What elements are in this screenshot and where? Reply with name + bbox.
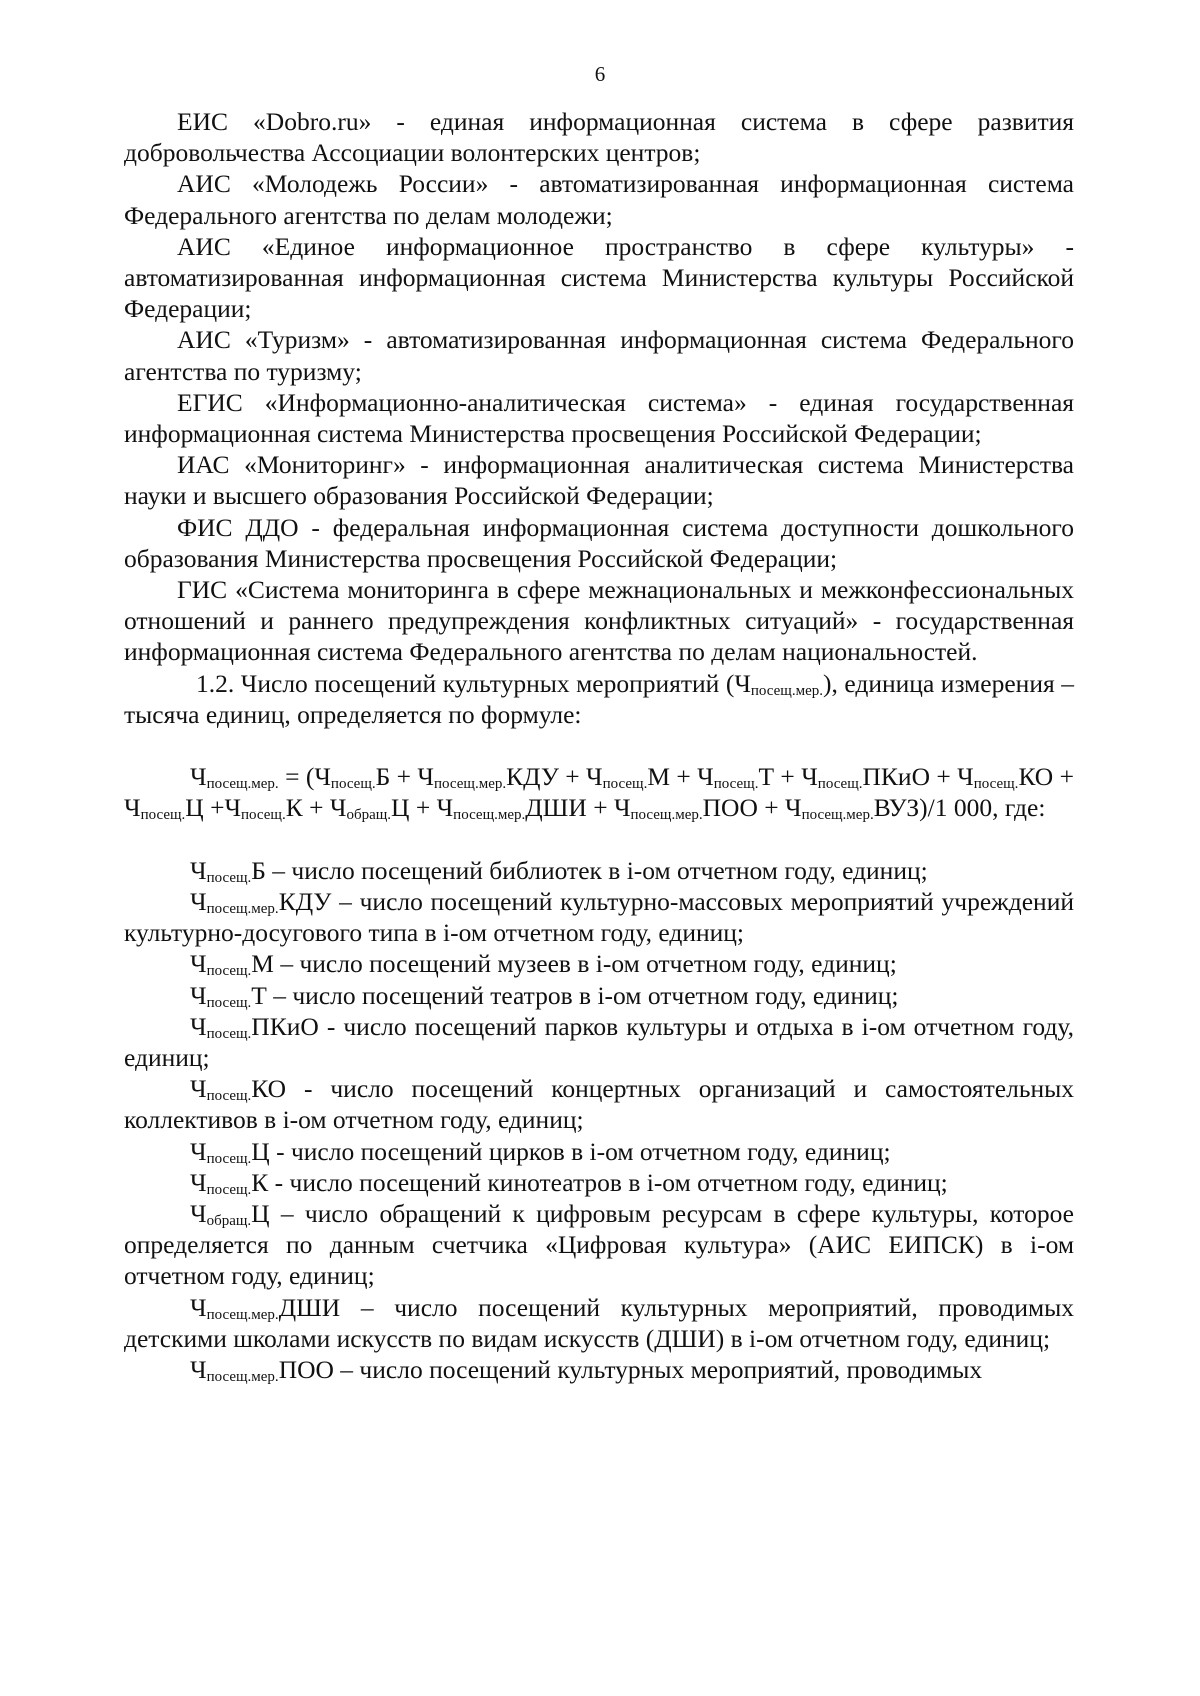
definition-subscript: посещ. — [206, 994, 252, 1011]
formula-subscript: обращ. — [346, 807, 392, 824]
formula-subscript: посещ. — [330, 776, 376, 793]
formula-subscript: посещ.мер. — [801, 807, 874, 824]
definition-text: КО - число посещений концертных организаций и самостоятельных коллективов в i-ом отчетном году, единиц; — [124, 1074, 1074, 1135]
abbr-gis-monitoring: ГИС «Система мониторинга в сфере межнациональных и межконфессиональных отношений и раннего предупреждения конфликтных ситуаций» - государственная информационная система Федерального агентства по делам национальностей. — [124, 575, 1074, 667]
definition-subscript: посещ. — [206, 1088, 252, 1105]
formula-subscript: посещ.мер. — [453, 807, 526, 824]
definition-text: Б – число посещений библиотек в i-ом отчетном году, единиц; — [251, 855, 928, 885]
formula-term: КО + Ч — [124, 762, 1074, 823]
definition-item — [124, 1167, 1074, 1198]
definition-symbol: Ч — [190, 1167, 207, 1197]
definition-item — [124, 948, 1074, 979]
definition-symbol: Ч — [190, 949, 207, 979]
formula-subscript: посещ. — [817, 776, 863, 793]
formula-term: Ч — [190, 762, 207, 792]
formula-term: Т + Ч — [758, 762, 818, 792]
spacer — [124, 824, 1074, 855]
definition-item — [124, 1292, 1074, 1354]
formula-subscript: посещ. — [241, 807, 286, 824]
formula-subscript: посещ. — [140, 807, 186, 824]
definition-text: КДУ – число посещений культурно-массовых мероприятий учреждений культурно-досугового типа в i-ом отчетном году, единиц; — [124, 887, 1074, 948]
definition-symbol: Ч — [190, 1074, 207, 1104]
formula-term: ВУЗ)/1 000, где: — [873, 793, 1046, 823]
abbr-egis: ЕГИС «Информационно-аналитическая система» - единая государственная информационная система Министерства просвещения Российской Федерации; — [124, 387, 1074, 449]
definition-subscript: посещ.мер. — [206, 1306, 279, 1323]
formula-term: Б + Ч — [375, 762, 435, 792]
definition-item — [124, 1136, 1074, 1167]
definition-item — [124, 886, 1074, 948]
formula-term: М + Ч — [647, 762, 714, 792]
definition-item — [124, 1073, 1074, 1135]
definition-symbol: Ч — [190, 887, 207, 917]
section-1-2-sub: посещ.мер. — [750, 682, 824, 699]
definition-text: ПКиО - число посещений парков культуры и отдыха в i-ом отчетном году, единиц; — [124, 1011, 1074, 1073]
formula-term: ПКиО + Ч — [862, 762, 974, 792]
formula-subscript: посещ.мер. — [206, 776, 279, 793]
definition-symbol: Ч — [190, 1292, 207, 1322]
definition-symbol: Ч — [190, 1136, 207, 1166]
formula — [124, 761, 1074, 823]
formula-subscript: посещ. — [713, 776, 759, 793]
section-1-2 — [124, 668, 1074, 730]
definition-text: К - число посещений кинотеатров в i-ом отчетном году, единиц; — [251, 1167, 948, 1197]
definition-subscript: посещ. — [206, 869, 252, 886]
definition-text: М – число посещений музеев в i-ом отчетном году, единиц; — [251, 949, 897, 979]
abbr-molodezh: АИС «Молодежь России» - автоматизированная информационная система Федерального агентства по делам молодежи; — [124, 169, 1074, 230]
definition-item — [124, 1011, 1074, 1073]
formula-term: К + Ч — [285, 793, 347, 823]
definition-symbol: Ч — [190, 1355, 207, 1385]
formula-subscript: посещ. — [973, 776, 1019, 793]
definition-subscript: посещ. — [206, 963, 252, 980]
definition-symbol: Ч — [190, 855, 207, 885]
section-1-2-text-end: ), единица измерения – тысяча единиц, определяется по формуле: — [124, 668, 1074, 729]
definition-text: ДШИ – число посещений культурных мероприятий, проводимых детскими школами искусств по видам искусств (ДШИ) в i-ом отчетном году, единиц; — [124, 1292, 1074, 1353]
spacer — [124, 730, 1074, 761]
abbr-fis-ddo: ФИС ДДО - федеральная информационная система доступности дошкольного образования Министерства просвещения Российской Федерации; — [124, 512, 1074, 573]
definition-subscript: посещ.мер. — [206, 1369, 279, 1386]
formula-term: Ц + Ч — [391, 793, 454, 823]
formula-term: Ц +Ч — [185, 793, 242, 823]
definition-item — [124, 1198, 1074, 1292]
section-1-2-text: 1.2. Число посещений культурных мероприятий (Ч — [196, 668, 751, 698]
definition-text: ПОО – число посещений культурных мероприятий, проводимых — [278, 1355, 983, 1385]
formula-term: ДШИ + Ч — [525, 793, 631, 823]
definition-item — [124, 1354, 1074, 1385]
definition-symbol: Ч — [190, 980, 207, 1010]
abbr-culture-space: АИС «Единое информационное пространство в сфере культуры» - автоматизированная информационная система Министерства культуры Российской Федерации; — [124, 231, 1074, 324]
definition-subscript: посещ.мер. — [206, 901, 279, 918]
definition-text: Ц - число посещений цирков в i-ом отчетном году, единиц; — [251, 1136, 891, 1166]
formula-subscript: посещ.мер. — [630, 807, 703, 824]
formula-subscript: посещ.мер. — [434, 776, 507, 793]
document-body — [124, 106, 1074, 1385]
formula-term: КДУ + Ч — [506, 762, 603, 792]
definitions-list — [124, 855, 1074, 1385]
definition-text: Т – число посещений театров в i-ом отчетном году, единиц; — [251, 980, 899, 1010]
definition-subscript: посещ. — [206, 1025, 252, 1042]
definition-item — [124, 980, 1074, 1011]
abbr-ias-monitoring: ИАС «Мониторинг» - информационная аналитическая система Министерства науки и высшего образования Российской Федерации; — [124, 450, 1074, 511]
page-number: 6 — [594, 62, 606, 86]
formula-term: = (Ч — [278, 762, 331, 792]
abbr-dobro: ЕИС «Dobro.ru» - единая информационная система в сфере развития добровольчества Ассоциации волонтерских центров; — [124, 107, 1074, 168]
definition-subscript: обращ. — [206, 1213, 252, 1230]
abbr-tourism: АИС «Туризм» - автоматизированная информационная система Федерального агентства по туризму; — [124, 325, 1074, 386]
formula-term: ПОО + Ч — [702, 793, 802, 823]
definition-subscript: посещ. — [206, 1181, 252, 1198]
definition-subscript: посещ. — [206, 1150, 252, 1167]
definition-item — [124, 855, 1074, 886]
definition-symbol: Ч — [190, 1199, 207, 1229]
formula-subscript: посещ. — [602, 776, 648, 793]
definition-symbol: Ч — [190, 1011, 207, 1041]
definition-text: Ц – число обращений к цифровым ресурсам в сфере культуры, которое определяется по данным счетчика «Цифровая культура» (АИС ЕИПСК) в i-ом отчетном году, единиц; — [124, 1199, 1074, 1291]
